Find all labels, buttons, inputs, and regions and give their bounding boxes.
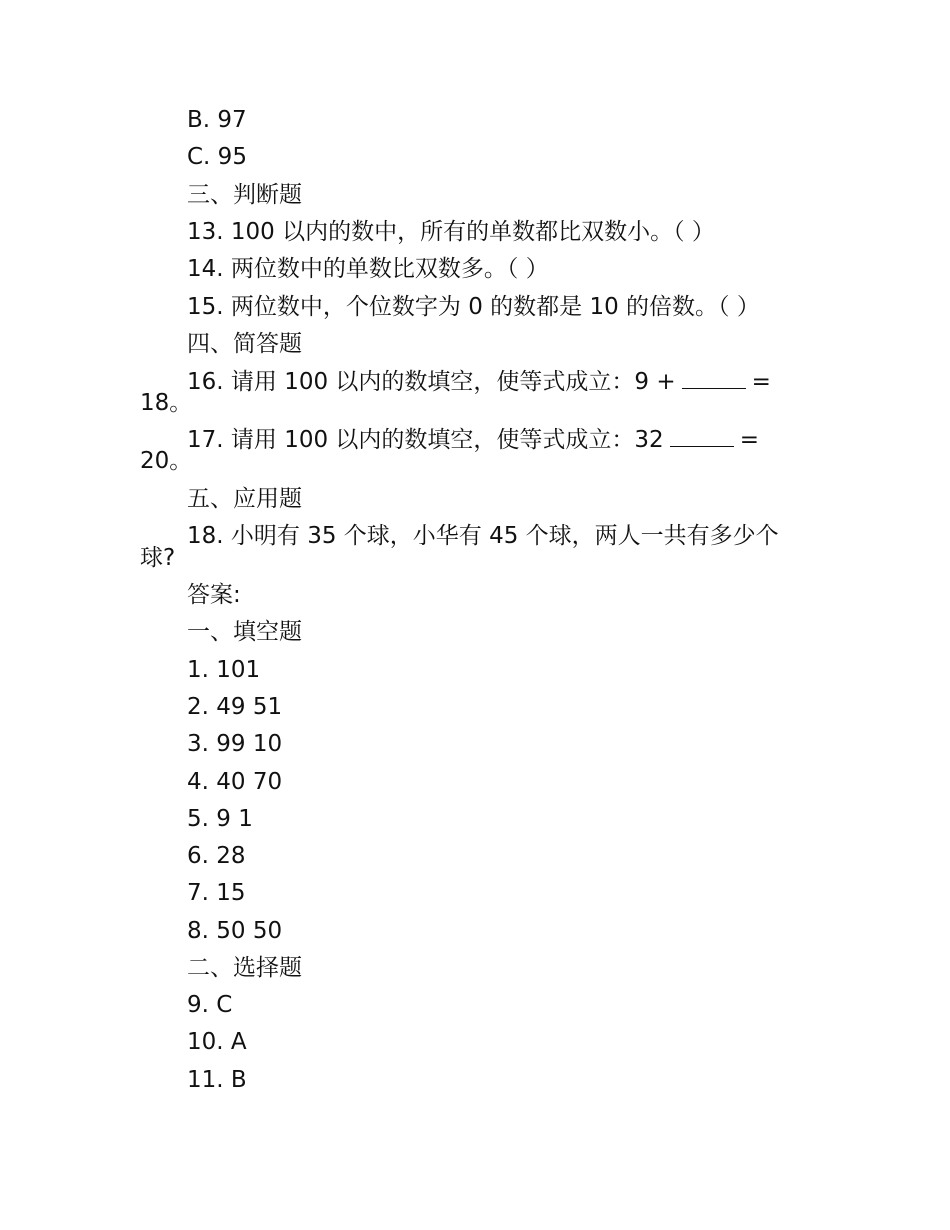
question-14: 14. 两位数中的单数比双数多。（ ） [187, 256, 549, 282]
question-13: 13. 100 以内的数中，所有的单数都比双数小。（ ） [187, 219, 715, 245]
question-17-continuation: 20。 [140, 448, 193, 474]
question-16-blank [682, 368, 746, 389]
question-17 [187, 425, 759, 455]
question-15: 15. 两位数中，个位数字为 0 的数都是 10 的倍数。（ ） [187, 294, 760, 320]
choice-option-b: B. 97 [187, 107, 247, 133]
section-heading-judgement: 三、判断题 [187, 182, 302, 208]
question-16 [187, 367, 771, 397]
answer-item: 7. 15 [187, 880, 246, 906]
answer-item: 6. 28 [187, 843, 246, 869]
question-16-equals: = [751, 369, 771, 395]
question-17-equals: = [739, 427, 759, 453]
question-17-blank [670, 426, 734, 447]
answer-item: 4. 40 70 [187, 769, 283, 795]
answers-label: 答案: [187, 582, 241, 608]
answer-item: 2. 49 51 [187, 694, 283, 720]
answer-item: 1. 101 [187, 657, 261, 683]
answer-item: 5. 9 1 [187, 806, 253, 832]
question-16-continuation: 18。 [140, 390, 193, 416]
answers-choice-heading: 二、选择题 [187, 955, 302, 981]
answers-fill-heading: 一、填空题 [187, 619, 302, 645]
question-16-text: 16. 请用 100 以内的数填空，使等式成立：9 + [187, 369, 676, 395]
answer-item: 8. 50 50 [187, 918, 283, 944]
section-heading-application: 五、应用题 [187, 486, 302, 512]
answer-item: 10. A [187, 1029, 247, 1055]
question-17-text: 17. 请用 100 以内的数填空，使等式成立：32 [187, 427, 664, 453]
choice-option-c: C. 95 [187, 144, 247, 170]
question-18-continuation: 球? [140, 545, 176, 571]
question-18: 18. 小明有 35 个球，小华有 45 个球，两人一共有多少个 [187, 523, 779, 549]
answer-item: 11. B [187, 1067, 247, 1093]
answer-item: 9. C [187, 992, 233, 1018]
answer-item: 3. 99 10 [187, 731, 283, 757]
section-heading-short-answer: 四、简答题 [187, 331, 302, 357]
